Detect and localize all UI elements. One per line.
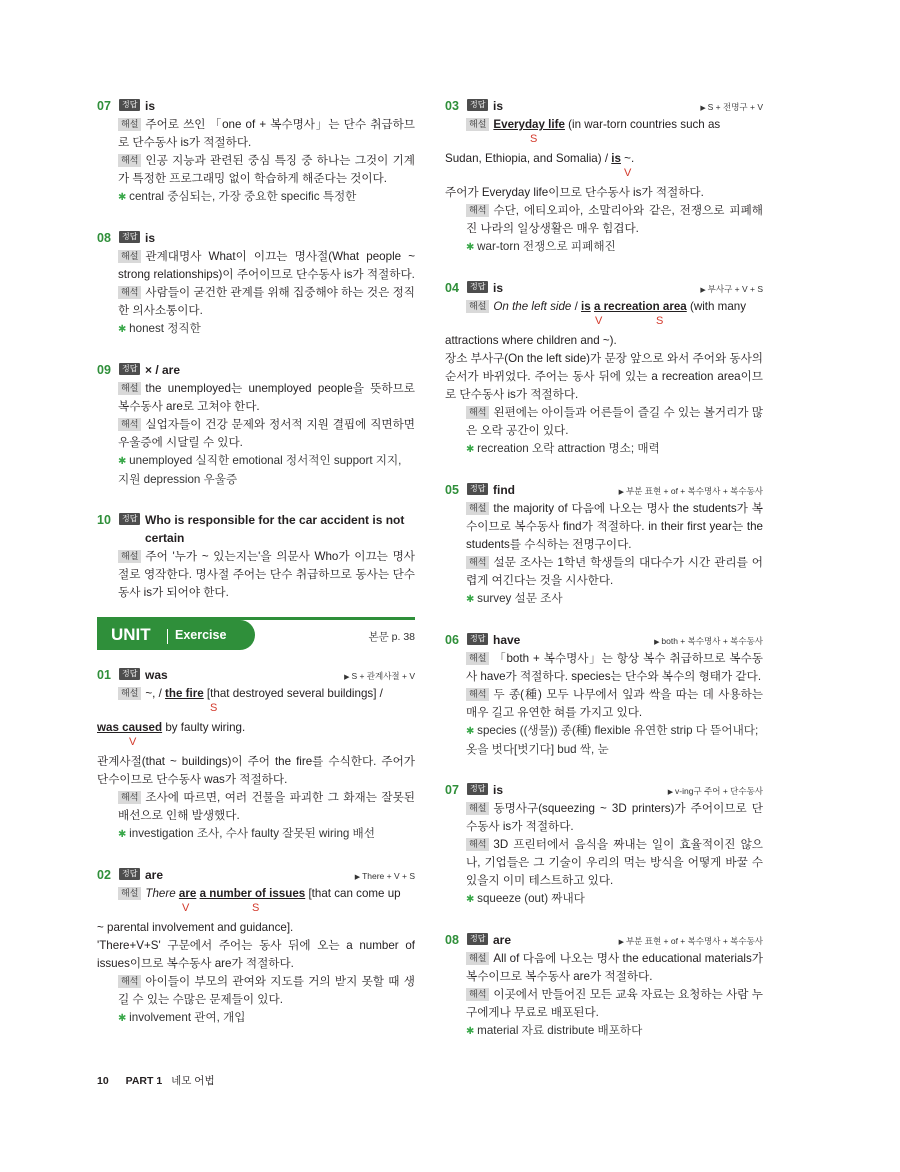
subject-underline: the fire bbox=[165, 687, 204, 700]
subject-underline: a recreation area bbox=[593, 300, 687, 313]
explain-label: 해설 bbox=[118, 250, 141, 263]
subject-underline: Everyday life bbox=[493, 118, 565, 131]
translate-label: 해석 bbox=[118, 418, 141, 431]
explain-label: 해설 bbox=[466, 802, 489, 815]
grammar-note: 장소 부사구(On the left side)가 문장 앞으로 와서 주어와 동사의 순서가 바뀌었다. 주어는 동사 뒤에 있는 a recreation area이므로 단수동사 is가 적절하다. bbox=[445, 352, 763, 401]
explanation: 「both + 복수명사」는 항상 복수 취급하므로 복수동사 have가 적절하다. species는 단수와 복수의 형태가 같다. bbox=[466, 652, 763, 683]
grammar-tag: ▶ There + V + S bbox=[355, 867, 415, 887]
question-number: 07 bbox=[97, 99, 111, 113]
grammar-tag: ▶ S + 전명구 + V bbox=[700, 98, 763, 118]
vocabulary: ✱ central 중심되는, 가장 중요한 specific 특정한 bbox=[118, 188, 415, 207]
translation: 인공 지능과 관련된 중심 특징 중 하나는 그것이 기계가 특정한 프로그래밍 없이 학습하게 해준다는 것이다. bbox=[118, 154, 415, 185]
vocabulary: ✱ recreation 오락 attraction 명소; 매력 bbox=[466, 440, 763, 459]
explanation: 주어로 쓰인 「one of + 복수명사」는 단수 취급하므로 단수동사 is가 적절하다. bbox=[118, 118, 415, 149]
explanation: 동명사구(squeezing ~ 3D printers)가 주어이므로 단수동사 is가 적절하다. bbox=[466, 802, 763, 833]
question-number: 05 bbox=[445, 483, 459, 497]
vocabulary: ✱ unemployed 실직한 emotional 정서적인 support 지지, 지원 depression 우울증 bbox=[118, 452, 415, 489]
explain-label: 해설 bbox=[118, 382, 141, 395]
grammar-note: 주어가 Everyday life이므로 단수동사 is가 적절하다. bbox=[445, 186, 704, 199]
answer-badge: 정답 bbox=[467, 633, 488, 645]
explanation: 관계대명사 What이 이끄는 명사절(What people ~ strong relationships)이 주어이므로 단수동사 is가 적절하다. bbox=[118, 250, 415, 281]
verb-mark: V bbox=[182, 902, 190, 914]
sentence-part: (in war-torn countries such as bbox=[564, 118, 721, 131]
answer-badge: 정답 bbox=[119, 668, 140, 680]
explain-label: 해설 bbox=[466, 652, 489, 665]
exercise-entry-05 bbox=[445, 481, 763, 609]
sentence-part: [that destroyed several buildings] / bbox=[203, 687, 383, 700]
answer-entry-08 bbox=[97, 229, 415, 339]
question-number: 07 bbox=[445, 783, 459, 797]
answer-entry-09 bbox=[97, 361, 415, 489]
question-number: 01 bbox=[97, 668, 111, 682]
translation: 수단, 에티오피아, 소말리아와 같은, 전쟁으로 피폐해진 나라의 일상생활은 매우 힘겹다. bbox=[466, 204, 763, 235]
answer-entry-07 bbox=[97, 97, 415, 207]
exercise-label: Exercise bbox=[175, 628, 227, 642]
answer-badge: 정답 bbox=[119, 363, 140, 375]
explain-label: 해설 bbox=[118, 550, 141, 563]
question-number: 08 bbox=[445, 933, 459, 947]
translation: 조사에 따르면, 여러 건물을 파괴한 그 화재는 잘못된 배선으로 인해 발생했다. bbox=[118, 791, 415, 822]
explanation: the majority of 다음에 나오는 명사 the students가 복수이므로 복수동사 find가 적절하다. in their first year는 the students를 수식하는 전명구이다. bbox=[466, 502, 763, 551]
answer-badge: 정답 bbox=[467, 933, 488, 945]
vocabulary: ✱ investigation 조사, 수사 faulty 잘못된 wiring 배선 bbox=[118, 825, 415, 844]
vocabulary: ✱ survey 설문 조사 bbox=[466, 590, 763, 609]
page-number: 10 bbox=[97, 1075, 109, 1087]
question-number: 03 bbox=[445, 99, 459, 113]
grammar-tag: ▶ v-ing구 주어 + 단수동사 bbox=[668, 782, 763, 802]
sentence-part: There bbox=[145, 887, 179, 900]
answer-text: is bbox=[145, 231, 156, 245]
answer-badge: 정답 bbox=[119, 231, 140, 243]
vocabulary: ✱ war-torn 전쟁으로 피폐해진 bbox=[466, 238, 763, 257]
sentence-part: (with many bbox=[686, 300, 747, 313]
grammar-tag: ▶ 부사구 + V + S bbox=[700, 280, 763, 300]
sentence-part: Sudan, Ethiopia, and Somalia) / bbox=[445, 152, 612, 165]
exercise-entry-03 bbox=[445, 97, 763, 257]
answer-badge: 정답 bbox=[119, 868, 140, 880]
question-number: 02 bbox=[97, 868, 111, 882]
sentence-part: [that can come up bbox=[305, 887, 401, 900]
translate-label: 해석 bbox=[466, 406, 489, 419]
translate-label: 해석 bbox=[118, 791, 141, 804]
translate-label: 해석 bbox=[466, 556, 489, 569]
page-reference: 본문 p. 38 bbox=[368, 631, 415, 643]
answer-text: is bbox=[493, 281, 504, 295]
explanation: All of 다음에 나오는 명사 the educational materials가 복수이므로 복수동사 are가 적절하다. bbox=[466, 952, 763, 983]
question-number: 08 bbox=[97, 231, 111, 245]
explain-label: 해설 bbox=[118, 118, 141, 131]
part-title: 네모 어법 bbox=[171, 1075, 215, 1087]
answer-entry-10 bbox=[97, 511, 415, 602]
sentence-line: ~ parental involvement and guidance]. bbox=[97, 921, 294, 934]
unit-exercise-header bbox=[97, 617, 415, 650]
answer-text: is bbox=[493, 783, 504, 797]
sentence-part: by faulty wiring. bbox=[162, 721, 246, 734]
answer-text: are bbox=[145, 868, 164, 882]
verb-mark: V bbox=[624, 167, 632, 179]
question-number: 10 bbox=[97, 513, 111, 527]
explain-label: 해설 bbox=[466, 952, 489, 965]
explanation: 주어 '누가 ~ 있는지는'을 의문사 Who가 이끄는 명사절로 영작한다. 명사절 주어는 단수 취급하므로 동사는 단수동사 is가 되어야 한다. bbox=[118, 550, 415, 599]
translation: 설문 조사는 1학년 학생들의 대다수가 시간 관리를 어렵게 여긴다는 것을 시사한다. bbox=[466, 556, 763, 587]
vocabulary: ✱ involvement 관여, 개입 bbox=[118, 1009, 415, 1028]
grammar-note: 관계사절(that ~ buildings)이 주어 the fire를 수식한다. 주어가 단수이므로 단수동사 was가 적절하다. bbox=[97, 755, 415, 786]
explain-label: 해설 bbox=[118, 687, 141, 700]
answer-badge: 정답 bbox=[119, 99, 140, 111]
answer-text: find bbox=[493, 483, 515, 497]
vocabulary: ✱ squeeze (out) 짜내다 bbox=[466, 890, 763, 909]
subject-mark: S bbox=[656, 315, 664, 327]
translation: 왼편에는 아이들과 어른들이 즐길 수 있는 볼거리가 많은 오락 공간이 있다. bbox=[466, 406, 763, 437]
exercise-entry-02 bbox=[97, 866, 415, 1028]
translation: 사람들이 굳건한 관계를 위해 집중해야 하는 것은 정직한 의사소통이다. bbox=[118, 286, 415, 317]
grammar-tag: ▶ 부분 표현 + of + 복수명사 + 복수동사 bbox=[619, 932, 763, 952]
question-number: 06 bbox=[445, 633, 459, 647]
unit-pill bbox=[97, 620, 255, 650]
subject-mark: S bbox=[530, 133, 538, 145]
left-column bbox=[97, 97, 415, 624]
grammar-tag: ▶ both + 복수명사 + 복수동사 bbox=[654, 632, 763, 652]
subject-mark: S bbox=[252, 902, 260, 914]
verb-underline: are bbox=[178, 887, 197, 900]
page-footer bbox=[97, 1073, 229, 1088]
exercise-entry-06 bbox=[445, 631, 763, 759]
vocabulary: ✱ honest 정직한 bbox=[118, 320, 415, 339]
translation: 아이들이 부모의 관여와 지도를 거의 받지 못할 때 생길 수 있는 수많은 문제들이 있다. bbox=[118, 975, 415, 1006]
translation: 두 종(種) 모두 나무에서 잎과 싹을 따는 데 사용하는 매우 길고 유연한 혀를 가지고 있다. bbox=[466, 688, 763, 719]
explain-label: 해설 bbox=[118, 887, 141, 900]
explain-label: 해설 bbox=[466, 502, 489, 515]
answer-text: have bbox=[493, 633, 521, 647]
translation: 실업자들이 건강 문제와 정서적 지원 결핍에 직면하면 우울증에 시달릴 수 있다. bbox=[118, 418, 415, 449]
grammar-tag: ▶ 부분 표현 + of + 복수명사 + 복수동사 bbox=[619, 482, 763, 502]
answer-badge: 정답 bbox=[119, 513, 140, 525]
exercise-entry-04 bbox=[445, 279, 763, 459]
question-number: 04 bbox=[445, 281, 459, 295]
answer-text: was bbox=[145, 668, 168, 682]
translate-label: 해석 bbox=[466, 838, 489, 851]
verb-underline: was caused bbox=[97, 721, 163, 734]
sentence-part: ~, / bbox=[145, 687, 166, 700]
vocabulary: ✱ species ((생물)) 종(種) flexible 유연한 strip 다 뜯어내다; 옷을 벗다[벗기다] bud 싹, 눈 bbox=[466, 722, 763, 759]
answer-badge: 정답 bbox=[467, 783, 488, 795]
question-number: 09 bbox=[97, 363, 111, 377]
answer-badge: 정답 bbox=[467, 483, 488, 495]
answer-text: are bbox=[493, 933, 512, 947]
explain-label: 해설 bbox=[466, 300, 489, 313]
verb-mark: V bbox=[595, 315, 603, 327]
translation: 3D 프린터에서 음식을 짜내는 일이 효율적이진 않으나, 기업들은 그 기술이 우리의 먹는 방식을 어떻게 바꿀 수 있을지 이미 테스트하고 있다. bbox=[466, 838, 763, 887]
answer-text: × / are bbox=[145, 363, 181, 377]
exercise-entry-07 bbox=[445, 781, 763, 909]
translate-label: 해석 bbox=[118, 286, 141, 299]
verb-mark: V bbox=[129, 736, 137, 748]
translate-label: 해석 bbox=[466, 688, 489, 701]
divider bbox=[167, 629, 168, 644]
translate-label: 해석 bbox=[466, 988, 489, 1001]
subject-mark: S bbox=[210, 702, 218, 714]
subject-underline: a number of issues bbox=[199, 887, 306, 900]
translation: 이곳에서 만들어진 모든 교육 자료는 요청하는 사람 누구에게나 무료로 배포된다. bbox=[466, 988, 763, 1019]
translate-label: 해석 bbox=[118, 975, 141, 988]
answer-badge: 정답 bbox=[467, 281, 488, 293]
translate-label: 해석 bbox=[118, 154, 141, 167]
answer-text: is bbox=[493, 99, 504, 113]
right-column bbox=[445, 97, 763, 1063]
explanation: the unemployed는 unemployed people을 뜻하므로 복수동사 are로 고쳐야 한다. bbox=[118, 382, 415, 413]
sentence-part: / bbox=[571, 300, 582, 313]
unit-word: UNIT bbox=[111, 625, 151, 644]
verb-underline: is bbox=[581, 300, 591, 313]
sentence-line: attractions where children and ~). bbox=[445, 334, 617, 347]
verb-underline: is bbox=[611, 152, 621, 165]
answer-text: Who is responsible for the car accident is not certain bbox=[145, 513, 405, 545]
sentence-part: ~. bbox=[620, 152, 635, 165]
answer-badge: 정답 bbox=[467, 99, 488, 111]
left-lower-column bbox=[97, 666, 415, 1050]
answer-text: is bbox=[145, 99, 156, 113]
sentence-part: On the left side bbox=[493, 300, 572, 313]
grammar-note: 'There+V+S' 구문에서 주어는 동사 뒤에 오는 a number of issues이므로 복수동사 are가 적절하다. bbox=[97, 939, 415, 970]
part-label: PART 1 bbox=[125, 1075, 163, 1087]
exercise-entry-08 bbox=[445, 931, 763, 1041]
exercise-entry-01 bbox=[97, 666, 415, 844]
translate-label: 해석 bbox=[466, 204, 489, 217]
vocabulary: ✱ material 자료 distribute 배포하다 bbox=[466, 1022, 763, 1041]
explain-label: 해설 bbox=[466, 118, 489, 131]
grammar-tag: ▶ S + 관계사절 + V bbox=[344, 667, 415, 687]
